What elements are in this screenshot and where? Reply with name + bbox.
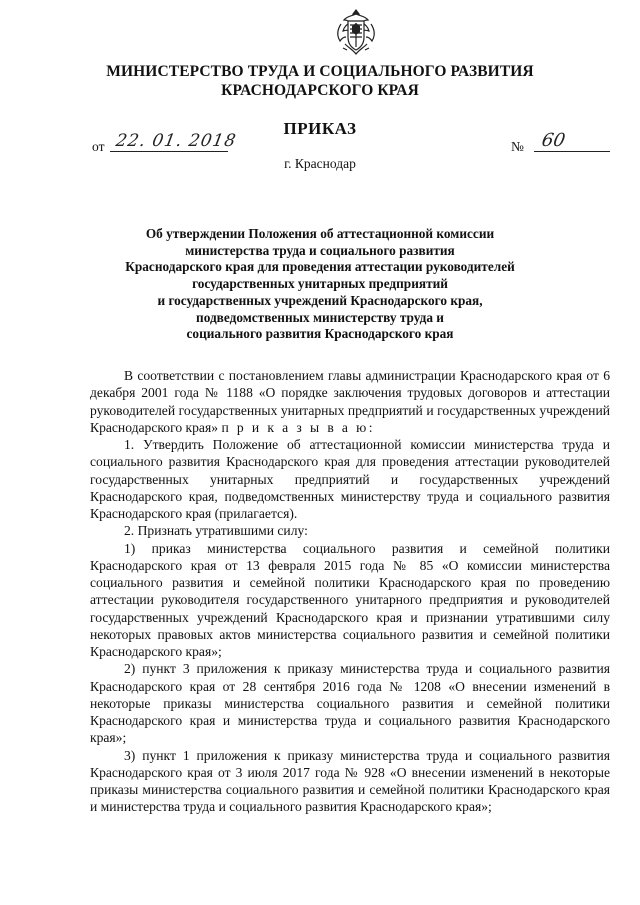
date-underline: [110, 151, 228, 152]
subject-line: министерства труда и социального развития: [185, 242, 455, 258]
city-line: г. Краснодар: [284, 156, 356, 171]
date-handwritten: 22. 01. 2018: [114, 131, 238, 151]
subject-line: и государственных учреждений Краснодарского края,: [157, 292, 483, 308]
subject-line: государственных унитарных предприятий: [192, 276, 448, 292]
subject-line: социального развития Краснодарского края: [186, 326, 454, 342]
item-1-paragraph: 1. Утвердить Положение об аттестационной комиссии министерства труда и социального развития Краснодарского края для проведения аттестации руководителей государственных унитарных предприятий и государственных учреждений Краснодарского края, подведомственных министерству труда и социального развития Краснодарского края (прилагается).: [90, 437, 610, 521]
number-handwritten: 60: [540, 130, 567, 151]
intro-paragraph: [90, 367, 610, 436]
order-body: [90, 367, 610, 816]
coat-of-arms-emblem: [333, 8, 379, 58]
document-type-title: ПРИКАЗ: [283, 119, 357, 138]
ministry-name-line2: КРАСНОДАРСКОГО КРАЯ: [221, 82, 419, 99]
order-subject: [0, 226, 640, 343]
number-underline: [534, 151, 610, 152]
subitem-3-paragraph: 3) пункт 1 приложения к приказу министерства труда и социального развития Краснодарского края от 3 июля 2017 года № 928 «О внесении изменений в некоторые приказы министерства социального развития и семейной политики Краснодарского края и министерства труда и социального развития Краснодарского края»;: [90, 747, 610, 815]
subject-line: Краснодарского края для проведения аттестации руководителей: [125, 259, 515, 275]
subject-line: Об утверждении Положения об аттестационной комиссии: [145, 226, 495, 241]
intro-text: В соответствии с постановлением главы администрации Краснодарского края от 6 декабря 2001 года № 1188 «О порядке заключения трудовых договоров и аттестации руководителей государственных унитарных предприятий и государственных учреждений Краснодарского края»: [90, 368, 610, 435]
subitem-1-paragraph: 1) приказ министерства социального развития и семейной политики Краснодарского края от 13 февраля 2015 года № 85 «О комиссии министерства социального развития и семейной политики Краснодарского края по проведению аттестации руководителя государственного унитарного предприятия и руководителей государственных учреждений Краснодарского края и признании утратившими силу некоторых правовых актов министерства социального развития и семейной политики Краснодарского края»;: [90, 540, 610, 659]
date-label: от: [92, 139, 105, 154]
subject-line: подведомственных министерству труда и: [196, 309, 444, 325]
ministry-header: [0, 62, 640, 100]
ministry-name-line1: МИНИСТЕРСТВО ТРУДА И СОЦИАЛЬНОГО РАЗВИТИЯ: [106, 63, 534, 80]
item-2-paragraph: 2. Признать утратившими силу:: [124, 523, 308, 539]
number-label: №: [511, 139, 524, 154]
order-verb: п р и к а з ы в а ю:: [221, 419, 375, 435]
subitem-2-paragraph: 2) пункт 3 приложения к приказу министерства труда и социального развития Краснодарского края от 28 сентября 2016 года № 1208 «О внесении изменений в некоторые приказы министерства социального развития и семейной политики Краснодарского края и министерства труда и социального развития Краснодарского края»;: [90, 661, 610, 746]
